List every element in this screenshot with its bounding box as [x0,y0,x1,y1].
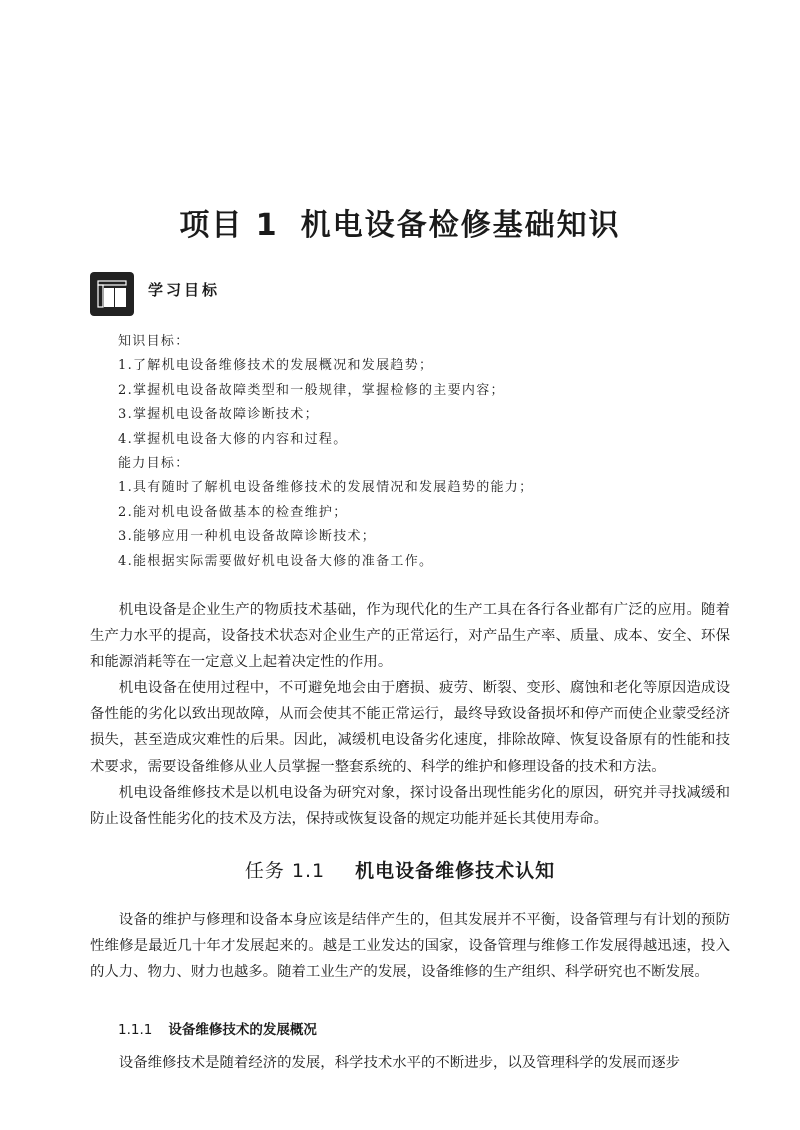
book-icon [90,272,134,316]
chapter-title-text: 机电设备检修基础知识 [300,208,621,243]
task-text [90,907,730,985]
objective-line: 1.具有随时了解机电设备维修技术的发展情况和发展趋势的能力； [118,480,534,496]
objective-line: 能力目标： [118,456,190,472]
section-heading [118,1018,317,1038]
objective-line: 4.能根据实际需要做好机电设备大修的准备工作。 [118,553,434,569]
objective-line: 1.了解机电设备维修技术的发展概况和发展趋势； [118,358,434,374]
objectives-heading: 学习目标 [148,280,221,299]
task-number: 任务 1.1 [244,860,326,882]
paragraph: 设备的维护与修理和设备本身应该是结伴产生的，但其发展并不平衡，设备管理与有计划的预防性维修是最近几十年才发展起来的。越是工业发达的国家，设备管理与维修工作发展得越迅速，投入的人力、物力、财力也越多。随着工业生产的发展，设备维修的生产组织、科学研究也不断发展。 [90,912,730,981]
chapter-number: 项目 1 [179,208,279,243]
chapter-title [0,200,800,244]
objective-line: 知识目标： [118,334,190,349]
objectives-list [118,330,738,574]
paragraph: 设备维修技术是随着经济的发展，科学技术水平的不断进步，以及管理科学的发展而逐步 [118,1055,681,1071]
paragraph: 机电设备在使用过程中，不可避免地会由于磨损、疲劳、断裂、变形、腐蚀和老化等原因造成设备性能的劣化以致出现故障，从而会使其不能正常运行，最终导致设备损坏和停产而使企业蒙受经济损失，甚至造成灾难性的后果。因此，减缓机电设备劣化速度，排除故障、恢复设备原有的性能和技术要求，需要设备维修从业人员掌握一整套系统的、科学的维护和修理设备的技术和方法。 [90,680,730,775]
objectives-header [90,270,220,318]
paragraph: 机电设备是企业生产的物质技术基础，作为现代化的生产工具在各行各业都有广泛的应用。随着生产力水平的提高，设备技术状态对企业生产的正常运行，对产品生产率、质量、成本、安全、环保和能源消耗等在一定意义上起着决定性的作用。 [90,602,730,671]
objective-line: 4.掌握机电设备大修的内容和过程。 [118,431,348,447]
objective-line: 3.能够应用一种机电设备故障诊断技术； [118,529,377,545]
paragraph: 机电设备维修技术是以机电设备为研究对象，探讨设备出现性能劣化的原因，研究并寻找减缓和防止设备性能劣化的技术及方法，保持或恢复设备的规定功能并延长其使用寿命。 [90,784,730,827]
section-number: 1.1.1 [118,1022,153,1038]
objective-line: 3.掌握机电设备故障诊断技术； [118,407,319,423]
objective-line: 2.掌握机电设备故障类型和一般规律，掌握检修的主要内容； [118,382,505,398]
section-text [90,1050,730,1076]
task-heading [0,856,800,883]
task-title: 机电设备维修技术认知 [355,860,556,882]
section-title: 设备维修技术的发展概况 [168,1022,317,1038]
intro-text [90,597,730,832]
objective-line: 2.能对机电设备做基本的检查维护； [118,504,348,520]
